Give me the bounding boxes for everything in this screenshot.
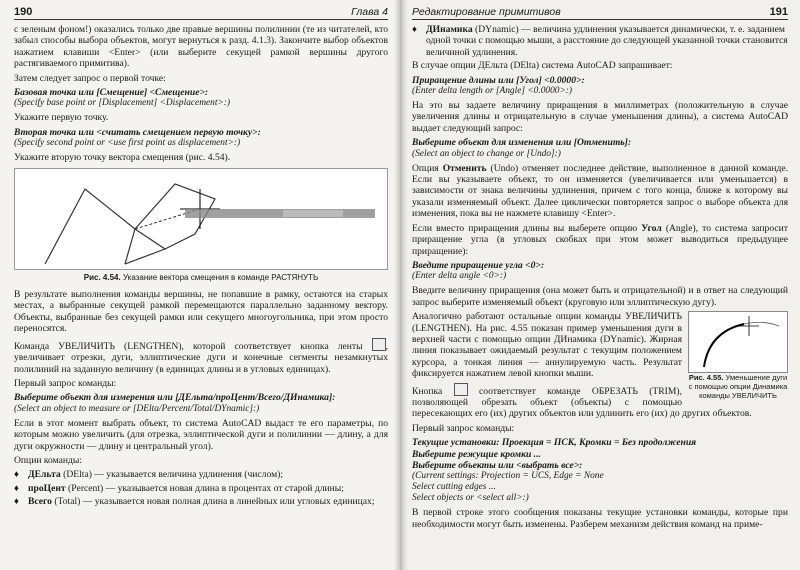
paragraph [412,223,788,257]
list-item [14,496,388,507]
page-number: 190 [14,6,33,18]
figure-number: Рис. 4.55. [688,373,724,383]
paragraph: В первой строке этого сообщения показаны текущие установки команды, которые при необходимости могут быть изменены. Разберем механизм действия команд на приме- [412,507,788,530]
paragraph: Если в этот момент выбрать объект, то система AutoCAD выдаст те его параметры, по которым можно увеличить (для отрезка, эллиптической дуги и полилинии — длину, а для дуги окружности — длину и центральный угол). [14,417,388,452]
paragraph [412,163,788,220]
paragraph: Первый запрос команды: [412,422,515,434]
figure-caption [688,373,788,400]
paragraph: Введите величину приращения (она может быть и отрицательной) и в ответ на следующий запрос выберите изменяемый объект (круговую или эллиптическую дугу). [412,285,788,308]
figure-caption-text: Указание вектора смещения в команде РАСТЯНУТЬ [122,272,319,282]
paragraph-text: Команда УВЕЛИЧИТЬ (LENGTHEN), которой соответствует кнопка ленты [14,340,363,352]
arc-drawing-svg [689,312,789,372]
book-gutter [394,0,408,570]
option-name: проЦент [28,482,66,494]
list-item [14,469,388,480]
diamond-bullet-icon: ♦ [412,24,417,35]
left-page-header [14,6,388,20]
option-name: ДЕльта [28,469,61,481]
command-prompt-english: (Current settings: Projection = UCS, Edge = None [412,471,604,482]
paragraph: В случае опции ДЕльта (DElta) система AutoCAD запрашивает: [412,60,673,72]
command-prompt: Выберите режущие кромки ... [412,448,541,460]
option-name: Всего [28,496,52,508]
figure-caption-text: Уменьшение дуги с помощью опции Динамика команды УВЕЛИЧИТЬ [688,373,788,401]
paragraph: На это вы задаете величину приращения в миллиметрах (положительную в случае увеличения длины и отрицательную в случае уменьшения длины), а система AutoCAD выдает следующий запрос: [412,100,788,134]
paragraph-text: Кнопка [412,385,443,397]
diamond-bullet-icon: ♦ [14,482,19,494]
command-prompt: Базовая точка или [Смещение] <Смещение>: [14,87,209,99]
command-prompt-english: (Select an object to measure or [DElta/Percent/Total/DYnamic]:) [14,403,260,414]
option-name: Угол [641,222,662,234]
page-number: 191 [769,6,788,18]
command-prompt: Текущие установки: Проекция = ПСК, Кромки = Без продолжения [412,437,697,449]
paragraph-text: увеличивает отрезки, дуги, эллиптические дуги и конечные сегменты незамкнутых полилиний на заданную величину (в единицах длины и в угловых единицах). [14,352,388,375]
option-name: Отменить [442,162,487,174]
chapter-title: Глава 4 [351,6,388,18]
option-name: ДИнамика [426,24,473,35]
command-prompt: Вторая точка или <считать смещением первую точку>: [14,126,261,138]
figure-4-55 [688,311,788,400]
command-prompt-english: (Enter delta length or [Angle] <0.0000>:) [412,86,573,97]
paragraph: Укажите вторую точку вектора смещения (рис. 4.54). [14,152,231,164]
paragraph: Аналогично работают остальные опции команды УВЕЛИЧИТЬ (LENGTHEN). На рис. 4.55 показан пример уменьшения дуги в верхней части с помощью опции ДИнамика (DYnamic). Жирная линия показывает ожидаемый результат с текущим положением курсора, а тонкая линия — аннулируемую часть. Результат фиксируется нажатием левой кнопки мыши. [412,311,682,380]
stretch-drawing [15,169,387,269]
paragraph: Первый запрос команды: [14,377,117,389]
command-prompt: Выберите объекты или <выбрать все>: [412,460,583,471]
right-page-header [412,6,788,20]
command-prompt: Приращение длины или [Угол] <0.0000>: [412,74,585,86]
trim-button-icon [454,383,468,396]
option-text: (DElta) — указывается величина удлинения (числом); [63,469,284,481]
command-prompt-english: (Specify base point or [Displacement] <Displacement>:) [14,98,230,109]
paragraph-text: (Angle), то система запросит приращение угла (в угловых скобках при этом может выводиться предыдущее приращение): [412,222,788,257]
command-prompt-english: (Select an object to change or [Undo]:) [412,148,561,159]
diamond-bullet-icon: ♦ [14,469,19,481]
list-item [412,24,788,58]
figure-caption [14,272,388,283]
arc-drawing [688,311,788,373]
option-text: (DYnamic) — величина удлинения указывается динамически, т. е. заданием одной точки с помощью мыши, а расстояние до следующей указанной точки становится величиной удлинения. [426,24,788,58]
command-prompt: Выберите объект для изменения или [Отменить]: [412,137,632,149]
paragraph: В результате выполнения команды вершины, не попавшие в рамку, остаются на старых местах, а выбранные секущей рамкой перемещаются параллельно заданному вектору. Объекты, выбранные без секущей рамки или секущего многоугольника, при этом просто переносятся. [14,289,388,335]
command-prompt-english: Select objects or <select all>:) [412,493,529,504]
command-prompt-english: (Enter delta angle <0>:) [412,271,507,282]
paragraph-text: (Undo) отменяет последнее действие, выполненное в данной команде. Если вы указываете объект, то он изменяется (увеличивается или уменьшается) в зависимости от знака величины удлинения, причем с того конца, ближе к которому вы указали изменяемый объект. Далее циклически повторяется запрос о выборе объекта для изменения, пока вы не нажмете клавишу <Enter>. [412,162,789,220]
option-text: (Percent) — указывается новая длина в процентах от старой длины; [68,482,344,494]
paragraph-text: Если вместо приращения длины вы выберете опцию [412,222,638,234]
command-prompt-english: Select cutting edges ... [412,482,496,493]
figure-4-54 [14,168,388,270]
paragraph: Команда УВЕЛИЧИТЬ (LENGTHEN), которой соответствует кнопка ленты , увеличивает отрезки, дуги, эллиптические дуги и конечные сегменты незамкнутых полилиний на заданную величину (в единицах длины и в угловых единицах). [14,338,388,375]
command-prompt: Выберите объект для измерения или [ДЕльта/проЦент/Всего/ДИнамика]: [14,392,336,404]
diamond-bullet-icon: ♦ [14,496,19,508]
command-prompt: Введите приращение угла <0>: [412,259,545,271]
right-page [400,0,800,570]
paragraph: Затем следует запрос о первой точке: [14,72,166,84]
paragraph: с зеленым фоном!) оказались только две правые вершины полилинии (те из читателей, кто забыл способы выбора объектов, могут вернуться к разд. 4.1.3). Закончите выбор объектов нажатием клавиши <Enter> (или выберите секущей рамкой вершины другого растягиваемого примитива). [14,24,388,70]
paragraph: Укажите первую точку. [14,112,109,124]
lengthen-button-icon [372,338,386,351]
paragraph-text: соответствует команде ОБРЕЗАТЬ (TRIM), позволяющей обрезать объект (объекты) с помощью пересекающих его (их) других объектов или удлинить его (их) до других объектов. [412,385,752,420]
paragraph: Опции команды: [14,454,83,466]
list-item [14,483,388,494]
command-prompt-english: (Specify second point or <use first point as displacement>:) [14,138,241,149]
paragraph-text: Опция [412,162,439,174]
figure-number: Рис. 4.54. [83,272,121,282]
option-text: (Total) — указывается новая полная длина в линейных или угловых единицах; [54,496,375,508]
chapter-title: Редактирование примитивов [412,6,561,18]
